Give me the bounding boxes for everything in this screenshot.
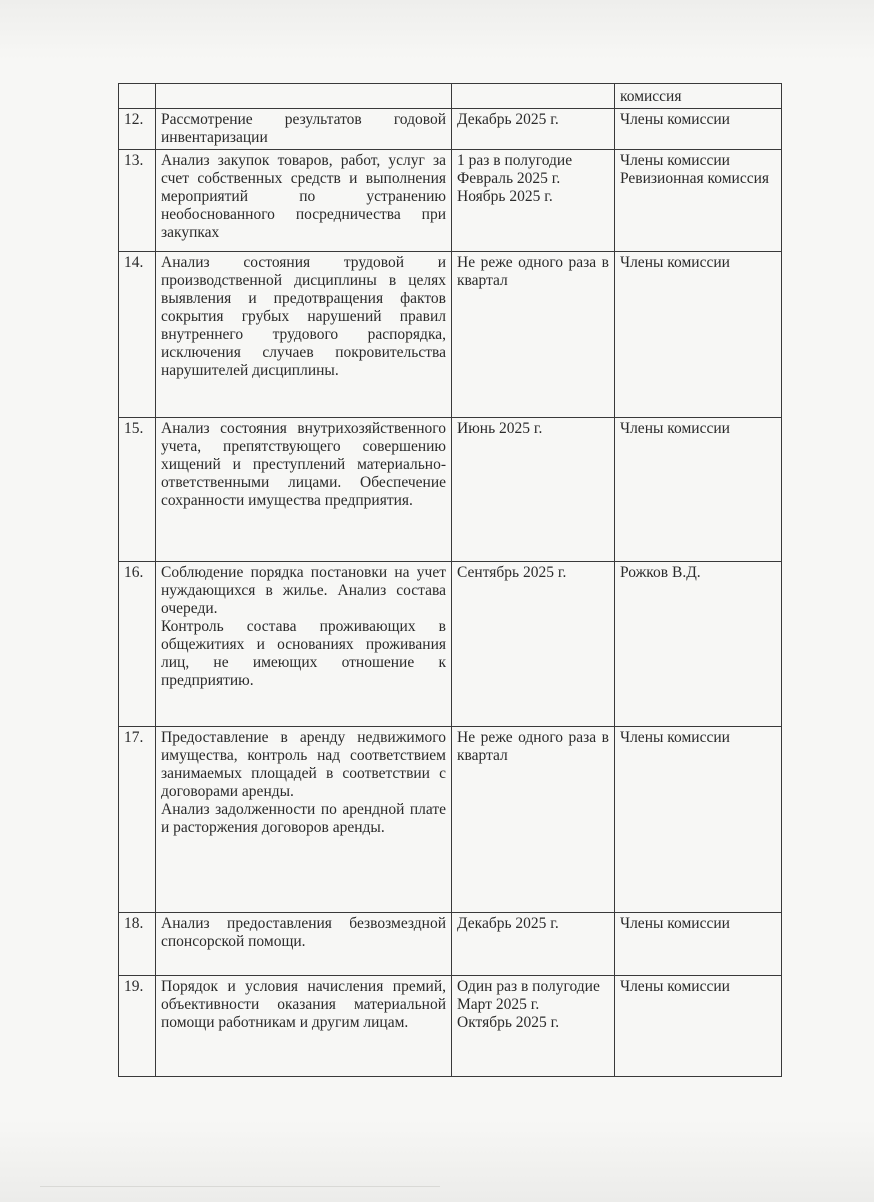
table-row	[119, 84, 782, 109]
row-number-cell	[119, 976, 156, 1077]
measures-table	[118, 83, 782, 1077]
term-cell	[452, 418, 615, 562]
measure-text: Анализ состояния трудовой и производственной дисциплины в целях выявления и предотвращения фактов сокрытия грубых нарушений правил внутреннего трудового распорядка, исключения случаев покровительства нарушителей дисциплины.	[161, 254, 446, 379]
measure-text: Предоставление в аренду недвижимого имущества, контроль над соответствием занимаемых площадей в соответствии с договорами аренды.	[161, 729, 446, 800]
responsible-text: Члены комиссии	[620, 420, 730, 437]
table-row	[119, 418, 782, 562]
responsible-cell	[615, 976, 782, 1077]
measure-cell	[156, 562, 452, 727]
responsible-cell	[615, 84, 782, 109]
term-text: Декабрь 2025 г.	[457, 915, 559, 932]
responsible-text: Члены комиссии	[620, 111, 730, 128]
responsible-text: Члены комиссии	[620, 978, 730, 995]
measure-text: Анализ предоставления безвозмездной спонсорской помощи.	[161, 915, 446, 950]
row-number-cell	[119, 562, 156, 727]
measure-cell	[156, 913, 452, 976]
term-cell	[452, 727, 615, 913]
table-row	[119, 150, 782, 252]
responsible-cell	[615, 562, 782, 727]
term-cell	[452, 976, 615, 1077]
term-cell	[452, 913, 615, 976]
row-number: 15.	[124, 420, 144, 437]
table-row	[119, 252, 782, 418]
measure-cell	[156, 252, 452, 418]
term-cell	[452, 562, 615, 727]
row-number-cell	[119, 727, 156, 913]
row-number: 16.	[124, 564, 144, 581]
term-text: 1 раз в полугодие	[457, 152, 573, 169]
measure-text: Рассмотрение результатов годовой инвентаризации	[161, 111, 446, 146]
table-row	[119, 976, 782, 1077]
measure-cell	[156, 84, 452, 109]
scan-edge-line	[40, 1186, 440, 1187]
row-number-cell	[119, 84, 156, 109]
responsible-cell	[615, 252, 782, 418]
responsible-text: Ревизионная комиссия	[620, 170, 770, 187]
row-number: 17.	[124, 729, 144, 746]
measure-text: Анализ состояния внутрихозяйственного учета, препятствующего совершению хищений и преступлений материально-ответственными лицами. Обеспечение сохранности имущества предприятия.	[161, 420, 446, 509]
row-number-cell	[119, 252, 156, 418]
row-number: 19.	[124, 978, 144, 995]
measure-cell	[156, 418, 452, 562]
term-text: Декабрь 2025 г.	[457, 111, 559, 128]
row-number: 13.	[124, 152, 144, 169]
responsible-text: Члены комиссии	[620, 729, 730, 746]
term-cell	[452, 252, 615, 418]
row-number-cell	[119, 150, 156, 252]
measure-text: Соблюдение порядка постановки на учет нуждающихся в жилье. Анализ состава очереди.	[161, 564, 446, 617]
term-text: Февраль 2025 г.	[457, 170, 561, 187]
responsible-cell	[615, 727, 782, 913]
table-row	[119, 727, 782, 913]
responsible-text: комиссия	[620, 88, 682, 105]
measure-text: Контроль состава проживающих в общежитиях и основаниях проживания лиц, не имеющих отношение к предприятию.	[161, 618, 446, 689]
responsible-text: Рожков В.Д.	[620, 564, 701, 581]
row-number-cell	[119, 109, 156, 150]
measure-cell	[156, 109, 452, 150]
measure-cell	[156, 727, 452, 913]
row-number: 12.	[124, 111, 144, 128]
table-row	[119, 562, 782, 727]
term-cell	[452, 84, 615, 109]
table-row	[119, 913, 782, 976]
row-number: 18.	[124, 915, 144, 932]
term-text: Октябрь 2025 г.	[457, 1014, 560, 1031]
term-text: Ноябрь 2025 г.	[457, 188, 553, 205]
row-number-cell	[119, 913, 156, 976]
responsible-text: Члены комиссии	[620, 254, 730, 271]
table-row	[119, 109, 782, 150]
responsible-cell	[615, 913, 782, 976]
responsible-cell	[615, 150, 782, 252]
row-number-cell	[119, 418, 156, 562]
measure-cell	[156, 150, 452, 252]
measure-text: Анализ задолженности по арендной плате и расторжения договоров аренды.	[161, 801, 446, 836]
responsible-text: Члены комиссии	[620, 915, 730, 932]
measures-table-body	[119, 84, 782, 1077]
measure-text: Порядок и условия начисления премий, объективности оказания материальной помощи работникам и другим лицам.	[161, 978, 446, 1031]
term-text: Не реже одного раза в квартал	[457, 729, 609, 764]
term-text: Не реже одного раза в квартал	[457, 254, 609, 289]
measure-text: Анализ закупок товаров, работ, услуг за счет собственных средств и выполнения мероприятий по устранению необоснованного посредничества при закупках	[161, 152, 446, 241]
responsible-text: Члены комиссии	[620, 152, 730, 169]
term-text: Июнь 2025 г.	[457, 420, 543, 437]
row-number: 14.	[124, 254, 144, 271]
term-text: Март 2025 г.	[457, 996, 540, 1013]
term-text: Один раз в полугодие	[457, 978, 600, 995]
responsible-cell	[615, 418, 782, 562]
responsible-cell	[615, 109, 782, 150]
term-cell	[452, 109, 615, 150]
term-cell	[452, 150, 615, 252]
term-text: Сентябрь 2025 г.	[457, 564, 567, 581]
measure-cell	[156, 976, 452, 1077]
